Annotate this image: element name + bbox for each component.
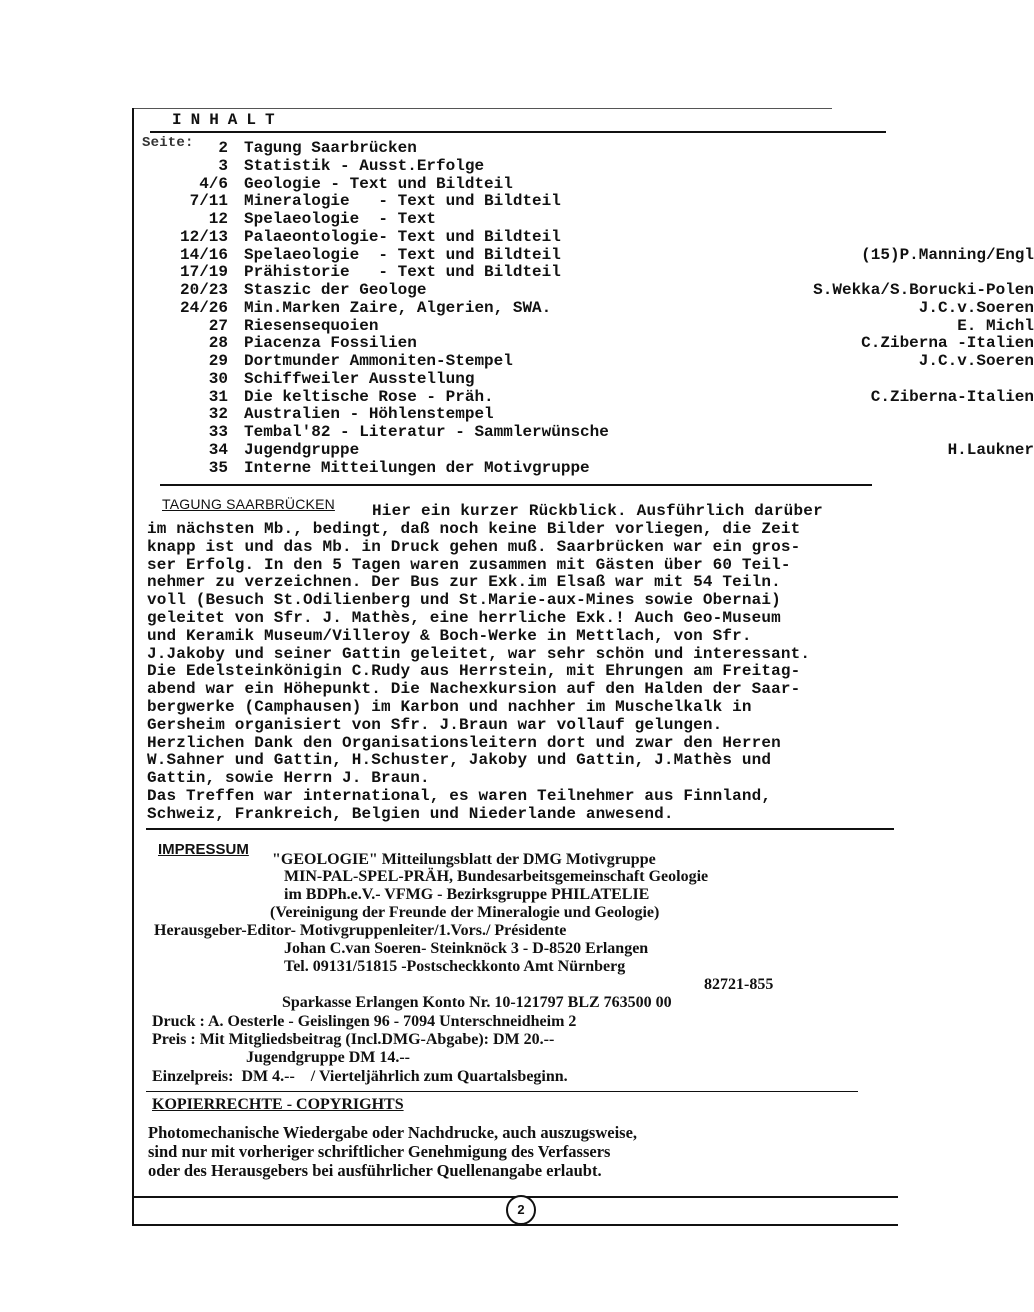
toc-row-page: 4/6 xyxy=(199,174,228,193)
toc-row-title: Riesensequoien xyxy=(244,316,379,335)
toc-row-page: 32 xyxy=(208,405,228,424)
toc-row-author: C.Ziberna-Italien xyxy=(870,387,1034,406)
copyright-heading: KOPIERRECHTE - COPYRIGHTS xyxy=(152,1096,404,1113)
article-heading: TAGUNG SAARBRÜCKEN xyxy=(162,496,335,512)
toc-seite-label: Seite: xyxy=(142,135,194,151)
toc-row-title: Staszic der Geologe xyxy=(244,281,427,299)
toc-row xyxy=(140,334,1034,353)
toc-row xyxy=(140,228,900,246)
copyright-line: Photomechanische Wiedergabe oder Nachdrucke, auch auszugsweise, xyxy=(148,1123,638,1142)
toc-row-page: 2 xyxy=(218,139,228,157)
toc-row-author: E. Michl xyxy=(957,316,1034,335)
frame-left-rule xyxy=(132,108,134,1226)
toc-row xyxy=(140,245,1034,264)
article-line: W.Sahner und Gattin, H.Schuster, Jakoby und Gattin, J.Mathès und xyxy=(147,751,772,770)
article-line: geleitet von Sfr. J. Mathès, eine herrliche Exk.! Auch Geo-Museum xyxy=(147,609,781,627)
toc-row xyxy=(140,423,900,441)
toc-row-author: C.Ziberna -Italien xyxy=(861,334,1034,353)
toc-row xyxy=(140,316,1034,335)
toc-row xyxy=(140,387,1034,406)
impressum-line: (Vereinigung der Freunde der Mineralogie und Geologie) xyxy=(270,904,660,921)
toc-row-page: 35 xyxy=(208,458,228,477)
impressum-line: Preis : Mit Mitgliedsbeitrag (Incl.DMG-Abgabe): DM 20.-- xyxy=(152,1031,555,1048)
toc-row-page: 28 xyxy=(208,334,228,353)
article-line: voll (Besuch St.Odilienberg und St.Marie-aux-Mines sowie Obernai) xyxy=(147,591,781,610)
article-line: knapp ist und das Mb. in Druck gehen muß. Saarbrücken war ein gros- xyxy=(147,537,801,556)
toc-row xyxy=(140,157,900,175)
toc-row xyxy=(140,459,900,477)
article-line: Herzlichen Dank den Organisationsleitern dort und zwar den Herren xyxy=(147,733,781,752)
toc-row-title: Schiffweiler Ausstellung xyxy=(244,369,475,388)
toc-row-page: 7/11 xyxy=(189,192,228,211)
impressum-line: MIN-PAL-SPEL-PRÄH, Bundesarbeitsgemeinschaft Geologie xyxy=(284,868,709,885)
toc-row-title: Spelaeologie - Text und Bildteil xyxy=(244,245,561,264)
impressum-line: Sparkasse Erlangen Konto Nr. 10-121797 BLZ 763500 00 xyxy=(282,994,672,1011)
article-line: Schweiz, Frankreich, Belgien und Niederlande anwesend. xyxy=(147,804,674,823)
toc-row-title: Piacenza Fossilien xyxy=(244,334,417,353)
toc-row-title: Mineralogie - Text und Bildteil xyxy=(244,192,561,211)
toc-row-author: S.Wekka/S.Borucki-Polen xyxy=(813,281,1034,299)
impressum-line: 82721-855 xyxy=(704,976,774,993)
toc-row-title: Prähistorie - Text und Bildteil xyxy=(244,263,561,282)
toc-row-author: (15)P.Manning/Engl xyxy=(861,245,1034,264)
article-line: ser Erfolg. In den 5 Tagen waren zusammen mit Gästen über 60 Teil- xyxy=(147,555,791,574)
toc-row xyxy=(140,281,1034,299)
article-line: Gattin, sowie Herrn J. Braun. xyxy=(147,769,430,788)
article-line: J.Jakoby und seiner Gattin geleitet, war sehr schön und interessant. xyxy=(147,644,811,663)
copyright-line: oder des Herausgebers bei ausführlicher Quellenangabe erlaubt. xyxy=(148,1161,602,1180)
toc-row-author: J.C.v.Soeren xyxy=(918,298,1034,317)
impressum-line: "GEOLOGIE" Mitteilungsblatt der DMG Motivgruppe xyxy=(272,851,656,868)
toc-row-page: 30 xyxy=(208,369,228,388)
toc-row-page: 34 xyxy=(208,440,228,459)
toc-row-title: Die keltische Rose - Präh. xyxy=(244,387,494,406)
toc-row-title: Tagung Saarbrücken xyxy=(244,139,417,157)
toc-row-title: Interne Mitteilungen der Motivgruppe xyxy=(244,458,590,477)
toc-row-page: 3 xyxy=(218,156,228,175)
article-line: bergwerke (Camphausen) im Karbon und nachher im Muschelkalk in xyxy=(147,698,752,716)
toc-row-page: 29 xyxy=(208,352,228,370)
toc-row xyxy=(140,298,1034,317)
toc-row xyxy=(140,192,900,210)
impressum-heading: IMPRESSUM xyxy=(158,841,249,858)
impressum-line: Einzelpreis: DM 4.-- / Vierteljährlich zum Quartalsbeginn. xyxy=(152,1068,568,1085)
copyright-top-rule xyxy=(146,1091,858,1092)
toc-row xyxy=(140,440,1034,459)
toc-row-author: H.Laukner xyxy=(947,440,1034,459)
toc-row xyxy=(140,139,900,157)
toc-row xyxy=(140,175,900,193)
toc-row-title: Dortmunder Ammoniten-Stempel xyxy=(244,352,513,370)
article-bottom-rule xyxy=(146,828,894,830)
toc-row xyxy=(140,352,1034,370)
toc-heading: INHALT xyxy=(172,111,284,129)
toc-row-title: Tembal'82 - Literatur - Sammlerwünsche xyxy=(244,423,609,441)
toc-row-page: 31 xyxy=(208,387,228,406)
toc-row-page: 12 xyxy=(208,210,228,228)
toc-row xyxy=(140,210,900,228)
toc-row-title: Jugendgruppe xyxy=(244,440,360,459)
toc-row-title: Spelaeologie - Text xyxy=(244,210,437,228)
toc-row-page: 33 xyxy=(208,423,228,441)
toc-bottom-rule xyxy=(160,484,872,486)
toc-row-author: J.C.v.Soeren xyxy=(918,352,1034,370)
article-line: Das Treffen war international, es waren Teilnehmer aus Finnland, xyxy=(147,787,772,805)
article-line: Die Edelsteinkönigin C.Rudy aus Herrstein, mit Ehrungen am Freitag- xyxy=(147,662,801,681)
toc-row-title: Australien - Höhlenstempel xyxy=(244,405,494,424)
toc-row-page: 12/13 xyxy=(179,227,228,246)
impressum-line: Herausgeber-Editor- Motivgruppenleiter/1.Vors./ Présidente xyxy=(154,922,567,939)
toc-row xyxy=(140,370,900,388)
impressum-line: Johan C.van Soeren- Steinknöck 3 - D-8520 Erlangen xyxy=(284,940,649,957)
copyright-line: sind nur mit vorheriger schriftlicher Genehmigung des Verfassers xyxy=(148,1142,611,1161)
article-line: abend war ein Höhepunkt. Die Nachexkursion auf den Halden der Saar- xyxy=(147,680,801,699)
toc-heading-rule xyxy=(150,131,886,133)
article-first-line: Hier ein kurzer Rückblick. Ausführlich darüber xyxy=(372,502,823,520)
toc-row-page: 27 xyxy=(208,316,228,335)
impressum-line: Jugendgruppe DM 14.-- xyxy=(246,1049,411,1066)
frame-bottom-rule xyxy=(132,1224,898,1226)
impressum-line: Druck : A. Oesterle - Geislingen 96 - 7094 Unterschneidheim 2 xyxy=(152,1013,577,1030)
frame-top-rule xyxy=(132,108,832,109)
impressum-line: Tel. 09131/51815 -Postscheckkonto Amt Nürnberg xyxy=(284,958,626,975)
toc-row-page: 17/19 xyxy=(179,263,228,282)
toc-row-title: Geologie - Text und Bildteil xyxy=(244,174,513,193)
toc-row xyxy=(140,263,900,281)
article-line: nehmer zu verzeichnen. Der Bus zur Exk.im Elsaß war mit 54 Teiln. xyxy=(147,573,781,592)
toc-row-title: Min.Marken Zaire, Algerien, SWA. xyxy=(244,298,552,317)
page-number: 2 xyxy=(506,1195,536,1225)
toc-row xyxy=(140,405,900,423)
article-line: Gersheim organisiert von Sfr. J.Braun war vollauf gelungen. xyxy=(147,715,723,734)
toc-row-page: 20/23 xyxy=(179,281,228,299)
article-line: im nächsten Mb., bedingt, daß noch keine Bilder vorliegen, die Zeit xyxy=(147,520,801,538)
article-line: und Keramik Museum/Villeroy & Boch-Werke in Mettlach, von Sfr. xyxy=(147,626,752,645)
toc-row-title: Palaeontologie- Text und Bildteil xyxy=(244,227,561,246)
toc-row-title: Statistik - Ausst.Erfolge xyxy=(244,156,485,175)
toc-row-page: 24/26 xyxy=(179,298,228,317)
impressum-line: im BDPh.e.V.- VFMG - Bezirksgruppe PHILATELIE xyxy=(284,886,650,903)
toc-row-page: 14/16 xyxy=(179,245,228,264)
